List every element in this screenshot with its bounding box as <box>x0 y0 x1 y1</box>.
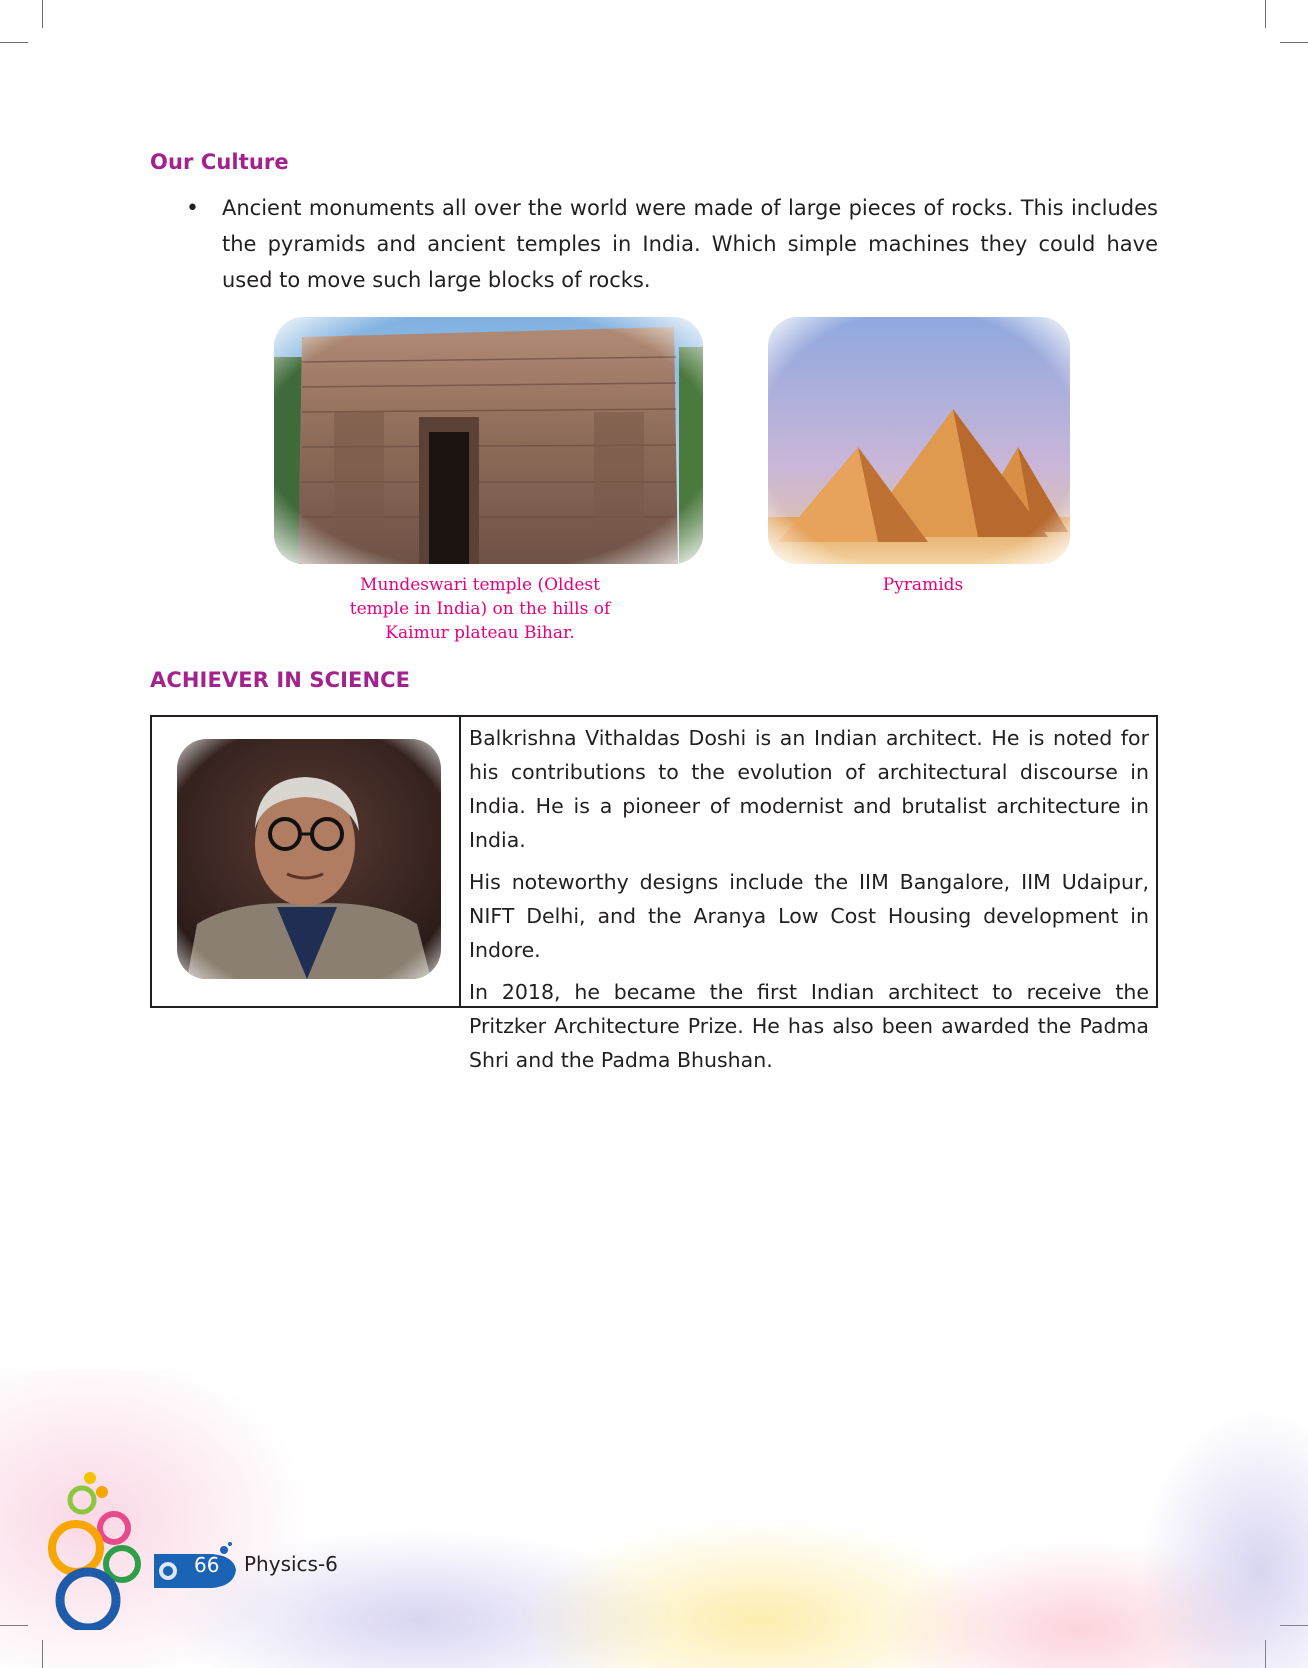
section-heading-achiever: ACHIEVER IN SCIENCE <box>150 668 411 692</box>
temple-caption: Mundeswari temple (Oldest temple in India) on the hills of Kaimur plateau Bihar. <box>349 575 611 643</box>
book-title: Physics-6 <box>244 1552 338 1576</box>
crop-mark <box>1280 42 1308 43</box>
achiever-text-cell <box>461 717 1156 1072</box>
pyramids-caption: Pyramids <box>882 575 964 595</box>
crop-mark <box>42 0 43 28</box>
footer-circles-icon <box>40 1440 180 1630</box>
bullet-item <box>186 190 1158 298</box>
achiever-paragraph: His noteworthy designs include the IIM Bangalore, IIM Udaipur, NIFT Delhi, and the Aranya Low Cost Housing development in Indore. <box>469 870 1149 962</box>
crop-mark <box>1265 0 1266 28</box>
achiever-paragraph: Balkrishna Vithaldas Doshi is an Indian architect. He is noted for his contributions to the evolution of architectural discourse in India. He is a pioneer of modernist and brutalist architecture in India. <box>469 726 1149 852</box>
achiever-paragraph: In 2018, he became the first Indian architect to receive the Pritzker Architecture Prize. He has also been awarded the Padma Shri and the Padma Bhushan. <box>469 980 1149 1072</box>
footer-watercolor <box>0 1370 1308 1668</box>
achiever-photo-cell <box>152 717 461 1006</box>
bullet-marker: • <box>186 196 199 221</box>
section-heading-our-culture: Our Culture <box>150 150 289 174</box>
bullet-text: Ancient monuments all over the world were made of large pieces of rocks. This includes the pyramids and ancient temples in India. Which simple machines they could have used to move such large blocks of rocks. <box>222 196 1158 292</box>
page-number: 66 <box>194 1553 220 1577</box>
achiever-table <box>150 715 1158 1072</box>
portrait-photo <box>177 739 441 979</box>
crop-mark <box>0 42 28 43</box>
pyramids-photo <box>768 317 1070 564</box>
temple-photo <box>274 317 703 564</box>
